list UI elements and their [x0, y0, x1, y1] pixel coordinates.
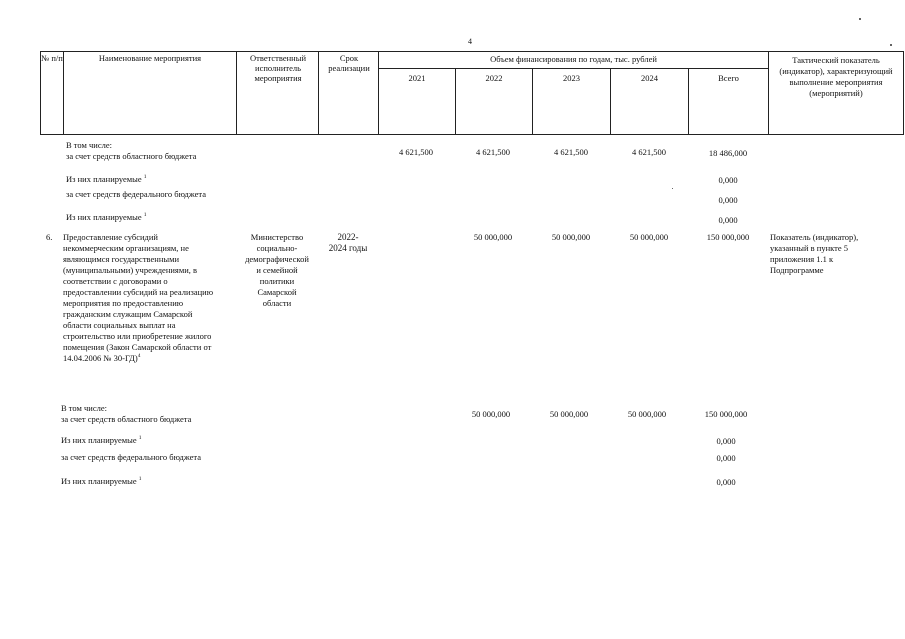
planned-label: Из них планируемые $^1$	[66, 212, 147, 222]
value-2024: 4 621,500	[632, 147, 666, 157]
header-year-2023: 2023	[563, 73, 580, 83]
value-2023: 50 000,000	[549, 409, 589, 419]
header-num: № п/п	[41, 53, 63, 63]
value-total: 0,000	[716, 477, 736, 487]
scan-speck	[859, 18, 861, 20]
planned-label: Из них планируемые $^1$	[61, 476, 142, 486]
header-financing: Объем финансирования по годам, тыс. рублей	[490, 54, 657, 64]
responsible-executor: Министерство социально- демографической и семейной политики Самарской области	[245, 232, 309, 308]
value-total: 0,000	[716, 436, 736, 446]
activity-name: Предоставление субсидий некоммерческим организациям, не являющимся государственными (муниципальными) учреждениями, в соответствии с договорами о предоставлении субсидий на реализацию мероприятия по предоставлению гражданским служащим Самарской области социальных выплат на строительство или приобретение жилого помещения (Закон Самарской области от 14.04.2006 № 30-ГД)$^4$	[63, 232, 214, 363]
header-responsible: Ответственный исполнитель мероприятия	[250, 53, 306, 83]
scan-speck	[890, 44, 892, 46]
value-total: 150 000,000	[706, 232, 750, 242]
header-total: Всего	[718, 73, 739, 83]
federal-budget-label: за счет средств федерального бюджета	[61, 452, 202, 462]
value-total: 0,000	[718, 195, 738, 205]
federal-budget-label: за счет средств федерального бюджета	[66, 189, 207, 199]
header-year-2024: 2024	[641, 73, 658, 83]
value-2021: 4 621,500	[399, 147, 433, 157]
header-name: Наименование мероприятия	[98, 53, 202, 63]
scan-speck	[672, 188, 673, 189]
header-year-2022: 2022	[485, 73, 503, 83]
regional-budget-label: за счет средств областного бюджета	[61, 414, 192, 424]
planned-label: Из них планируемые $^1$	[66, 174, 147, 184]
value-2023: 4 621,500	[554, 147, 588, 157]
value-total: 0,000	[718, 215, 738, 225]
regional-budget-label: за счет средств областного бюджета	[66, 151, 197, 161]
header-indicator: Тактический показатель (индикатор), характеризующий выполнение мероприятия (мероприятий)	[779, 55, 893, 98]
value-2024: 50 000,000	[629, 232, 669, 242]
value-total: 150 000,000	[704, 409, 748, 419]
value-total: 0,000	[716, 453, 736, 463]
header-term: Срок реализации	[328, 53, 370, 73]
value-2022: 50 000,000	[471, 409, 511, 419]
value-total: 18 486,000	[708, 148, 748, 158]
implementation-term: 2022- 2024 годы	[328, 232, 368, 253]
row-number: 6.	[46, 232, 53, 242]
including-label: В том числе:	[61, 403, 107, 413]
including-label: В том числе:	[66, 140, 112, 150]
value-2024: 50 000,000	[627, 409, 667, 419]
value-2022: 50 000,000	[473, 232, 513, 242]
header-year-2021: 2021	[408, 73, 426, 83]
value-2023: 50 000,000	[551, 232, 591, 242]
value-2022: 4 621,500	[476, 147, 510, 157]
planned-label: Из них планируемые $^1$	[61, 435, 142, 445]
value-total: 0,000	[718, 175, 738, 185]
page-number: 4	[468, 37, 472, 46]
indicator-text: Показатель (индикатор), указанный в пункте 5 приложения 1.1 к Подпрограмме	[770, 232, 859, 275]
